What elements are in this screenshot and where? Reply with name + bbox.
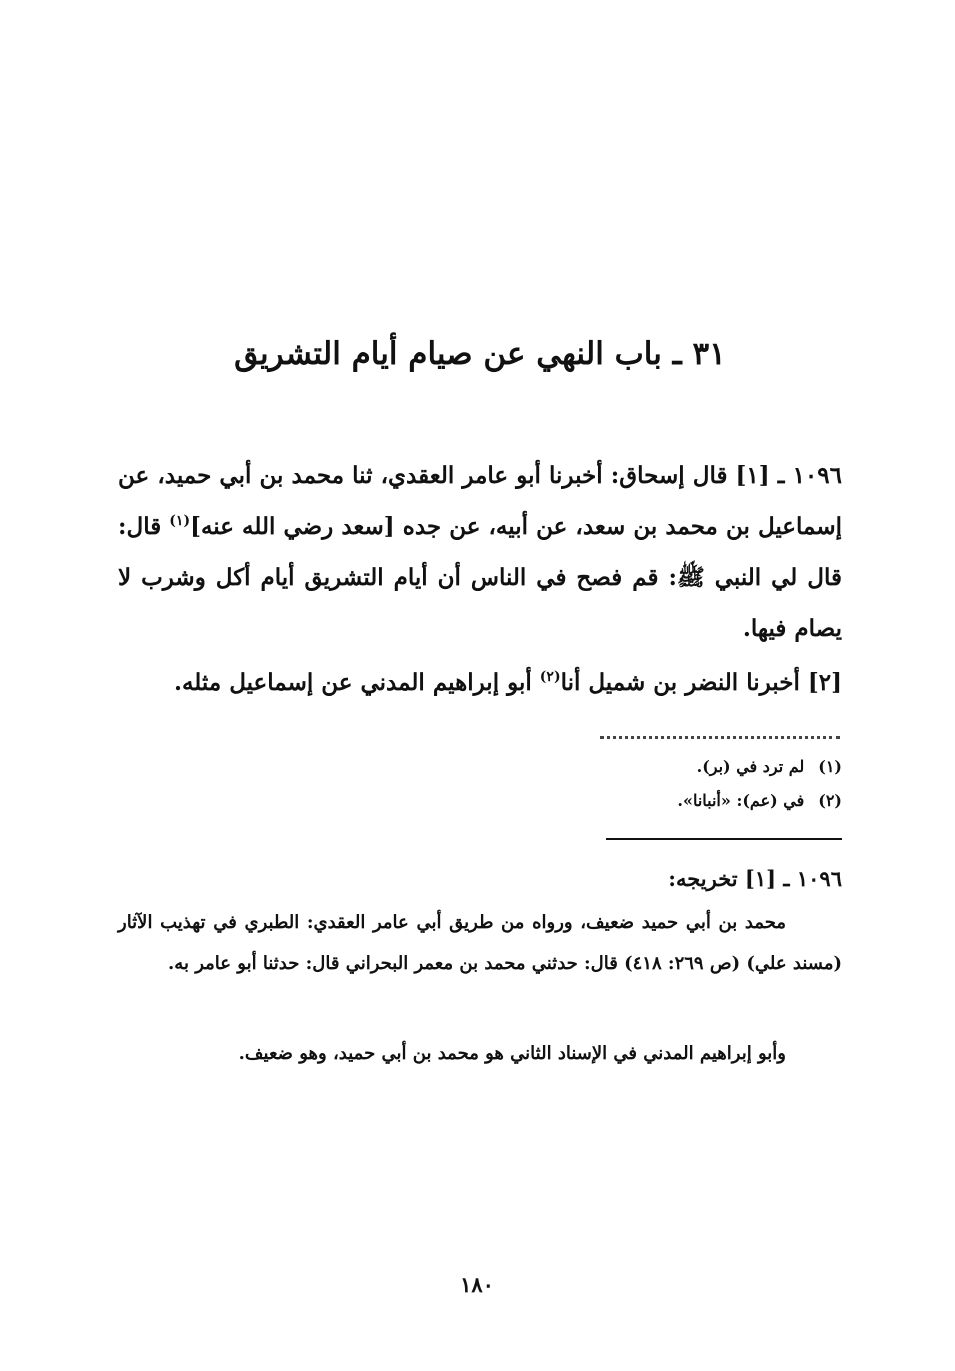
page-number: ١٨٠ <box>460 1272 494 1297</box>
second-chain-number: [٢] <box>807 669 842 696</box>
footnote-separator <box>600 722 840 739</box>
footnote-ref-1: (١) <box>169 513 191 529</box>
footnote-1-number: (١) <box>818 757 842 776</box>
chapter-title: ٣١ ـ باب النهي عن صيام أيام التشريق <box>234 336 726 372</box>
footnote-1 <box>500 752 842 782</box>
takhrij-paragraph-2: وأبو إبراهيم المدني في الإسناد الثاني هو محمد بن أبي حميد، وهو ضعيف. <box>238 1043 786 1064</box>
takhrij-paragraph-1: محمد بن أبي حميد ضعيف، ورواه من طريق أبي عامر العقدي: الطبري في تهذيب الآثار (مسند علي) (ص ٢٦٩: ٤١٨) قال: حدثني محمد بن معمر البحراني قال: حدثنا أبو عامر به. <box>118 912 842 974</box>
footnote-2 <box>500 786 842 816</box>
footnote-2-text: في (عم): «أنبانا». <box>677 791 805 810</box>
hadith-text-part-2: قال: قال لي النبي ﷺ: قم فصح في الناس أن أيام التشريق أيام أكل وشرب لا يصام فيها. <box>118 513 842 642</box>
hadith-number: ١٠٩٦ ـ [١] <box>735 462 842 489</box>
second-chain-text-part-1: أخبرنا النضر بن شميل أنا <box>560 669 800 696</box>
footnote-2-number: (٢) <box>818 791 842 810</box>
hadith-text-part-1: قال إسحاق: أخبرنا أبو عامر العقدي، ثنا محمد بن أبي حميد، عن إسماعيل بن محمد بن سعد، عن أبيه، عن جده [سعد رضي الله عنه] <box>118 462 842 540</box>
hadith-paragraph <box>118 450 842 654</box>
footnote-1-text: لم ترد في (بر). <box>696 757 805 776</box>
second-chain-paragraph <box>118 657 842 708</box>
takhrij-divider <box>606 838 842 840</box>
second-chain-text-part-2: أبو إبراهيم المدني عن إسماعيل مثله. <box>173 669 540 696</box>
footnote-ref-2: (٢) <box>539 669 561 685</box>
takhrij-heading: ١٠٩٦ ـ [١] تخريجه: <box>668 866 842 891</box>
